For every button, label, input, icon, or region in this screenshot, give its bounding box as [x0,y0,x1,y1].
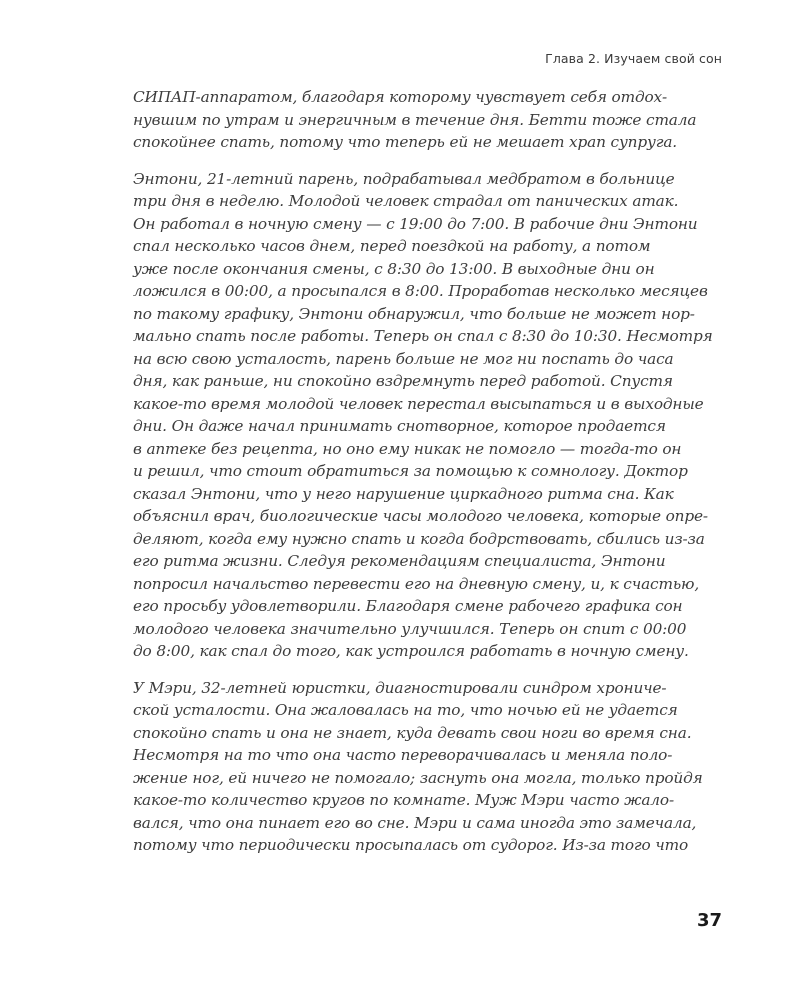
text-line: дни. Он даже начал принимать снотворное, которое продается [133,417,666,435]
text-line: спокойнее спать, потому что теперь ей не мешает храп супруга. [133,133,677,151]
page-number: 37 [696,910,722,931]
text-line: объяснил врач, биологические часы молодого человека, которые опре- [133,507,708,525]
text-line: спокойно спать и она не знает, куда девать свои ноги во время сна. [133,723,692,742]
text-line: вался, что она пинает его во сне. Мэри и сама иногда это замечала, [133,813,697,832]
text-line: сказал Энтони, что у него нарушение циркадного ритма сна. Как [133,484,674,503]
text-line: какое-то количество кругов по комнате. Муж Мэри часто жало- [133,791,674,809]
body-text [133,86,723,871]
text-line: какое-то время молодой человек перестал высыпаться и в выходные [133,394,704,413]
text-line: потому что периодически просыпалась от судорог. Из-за того что [133,836,689,854]
text-line: по такому графику, Энтони обнаружил, что больше не может нор- [133,304,695,323]
text-line: на всю свою усталость, парень больше не мог ни поспать до часа [133,349,674,368]
text-line: нувшим по утрам и энергичным в течение дня. Бетти тоже стала [133,110,697,129]
text-line: Он работал в ночную смену — с 19:00 до 7:00. В рабочие дни Энтони [133,214,698,233]
text-line: мально спать после работы. Теперь он спал с 8:30 до 10:30. Несмотря [133,327,713,345]
paragraph-anthony [133,168,723,663]
text-line: Энтони, 21-летний парень, подрабатывал медбратом в больнице [133,169,675,188]
text-line: и решил, что стоит обратиться за помощью к сомнологу. Доктор [133,462,688,480]
text-line: в аптеке без рецепта, но оно ему никак не помогло — тогда-то он [133,439,682,458]
text-line: ложился в 00:00, а просыпался в 8:00. Проработав несколько месяцев [133,282,708,300]
text-line: Несмотря на то что она часто переворачивалась и меняла поло- [133,746,673,764]
text-line: уже после окончания смены, с 8:30 до 13:00. В выходные дни он [133,259,655,278]
running-header: Глава 2. Изучаем свой сон [545,51,722,66]
text-line: У Мэри, 32-летней юристки, диагностировали синдром хрониче- [133,678,667,697]
text-line: до 8:00, как спал до того, как устроился работать в ночную смену. [133,642,689,660]
text-line: СИПАП-аппаратом, благодаря которому чувствует себя отдох- [133,88,668,106]
text-line: деляют, когда ему нужно спать и когда бодрствовать, сбились из-за [133,529,705,548]
text-line: его просьбу удовлетворили. Благодаря смене рабочего графика сон [133,597,683,615]
text-line: три дня в неделю. Молодой человек страдал от панических атак. [133,192,679,210]
paragraph-betty [133,86,723,154]
text-line: молодого человека значительно улучшился. Теперь он спит с 00:00 [133,619,687,638]
text-line: дня, как раньше, ни спокойно вздремнуть перед работой. Спустя [133,372,673,390]
text-line: ской усталости. Она жаловалась на то, что ночью ей не удается [133,701,678,719]
text-line: попросил начальство перевести его на дневную смену, и, к счастью, [133,574,700,593]
text-line: спал несколько часов днем, перед поездкой на работу, а потом [133,237,651,255]
paragraph-mary [133,677,723,857]
text-line: жение ног, ей ничего не помогало; заснуть она могла, только пройдя [133,768,703,787]
text-line: его ритма жизни. Следуя рекомендациям специалиста, Энтони [133,552,666,570]
